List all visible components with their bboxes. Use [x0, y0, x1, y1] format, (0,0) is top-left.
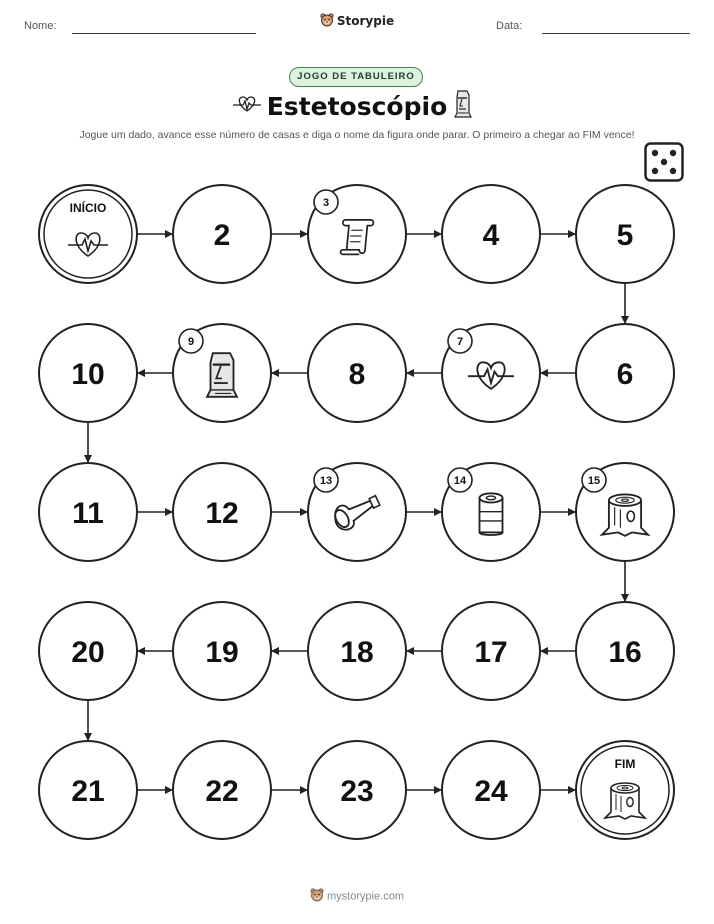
board-space-title: FIM — [614, 757, 636, 771]
instructions-text: Jogue um dado, avance esse número de casas e diga o nome da figura onde parar. O primeiro a chegar ao FIM vence! — [79, 129, 635, 141]
board-space-number: 21 — [71, 775, 105, 808]
moai-icon — [207, 353, 237, 397]
board-space-11[interactable] — [39, 463, 137, 561]
board-space-18[interactable] — [308, 602, 406, 700]
stump-icon — [602, 494, 648, 535]
space-number-badge-text: 7 — [456, 336, 464, 348]
board-space-3[interactable] — [308, 185, 406, 283]
page-title: Estetoscópio — [266, 92, 448, 121]
bear-icon — [310, 888, 324, 905]
board-space-number: 20 — [71, 636, 105, 669]
board-space-number: 6 — [616, 358, 634, 391]
board-space-number: 10 — [71, 358, 105, 391]
board-space-4[interactable] — [442, 185, 540, 283]
name-label: Nome: — [24, 20, 57, 32]
space-number-badge-text: 3 — [322, 197, 330, 209]
board-space-title: INÍCIO — [69, 201, 107, 215]
board-space-number: 19 — [205, 636, 239, 669]
board-space-number: 8 — [348, 358, 366, 391]
board-space-1[interactable] — [39, 185, 137, 283]
board-space-number: 5 — [616, 219, 634, 252]
space-number-badge-text: 14 — [453, 475, 467, 487]
brand-name: Storypie — [336, 14, 395, 28]
roll-icon — [480, 493, 503, 535]
space-number-badge-text: 9 — [187, 336, 195, 348]
board-space-number: 2 — [213, 219, 231, 252]
space-number-badge-text: 15 — [587, 475, 601, 487]
space-number-badge-text: 13 — [319, 475, 333, 487]
board-space-5[interactable] — [576, 185, 674, 283]
board-space-number: 11 — [72, 497, 104, 530]
board-space-22[interactable] — [173, 741, 271, 839]
footer — [0, 888, 714, 905]
date-label: Data: — [496, 20, 523, 32]
board-space-number: 4 — [482, 219, 500, 252]
board-space-23[interactable] — [308, 741, 406, 839]
board-space-21[interactable] — [39, 741, 137, 839]
board-space-2[interactable] — [173, 185, 271, 283]
board-space-number: 24 — [474, 775, 508, 808]
board-space-19[interactable] — [173, 602, 271, 700]
board-space-number: 16 — [608, 636, 642, 669]
board-space-12[interactable] — [173, 463, 271, 561]
board-space-10[interactable] — [39, 324, 137, 422]
game-type-badge: JOGO DE TABULEIRO — [289, 67, 423, 87]
board-space-13[interactable] — [308, 463, 406, 561]
board-space-number: 17 — [474, 636, 508, 669]
board-space-15[interactable] — [576, 463, 674, 561]
board-space-8[interactable] — [308, 324, 406, 422]
board-space-16[interactable] — [576, 602, 674, 700]
board-space-6[interactable] — [576, 324, 674, 422]
board-space-number: 12 — [205, 497, 239, 530]
board-space-number: 18 — [340, 636, 374, 669]
footer-url: mystorypie.com — [326, 890, 405, 903]
board-space-20[interactable] — [39, 602, 137, 700]
board-cells — [39, 185, 674, 839]
stump-icon — [605, 783, 645, 819]
board-space-9[interactable] — [173, 324, 271, 422]
board-space-24[interactable] — [442, 741, 540, 839]
board-space-25[interactable] — [576, 741, 674, 839]
board-space-number: 22 — [205, 775, 239, 808]
board-space-14[interactable] — [442, 463, 540, 561]
board-space-17[interactable] — [442, 602, 540, 700]
board-space-number: 23 — [340, 775, 374, 808]
board-space-7[interactable] — [442, 324, 540, 422]
